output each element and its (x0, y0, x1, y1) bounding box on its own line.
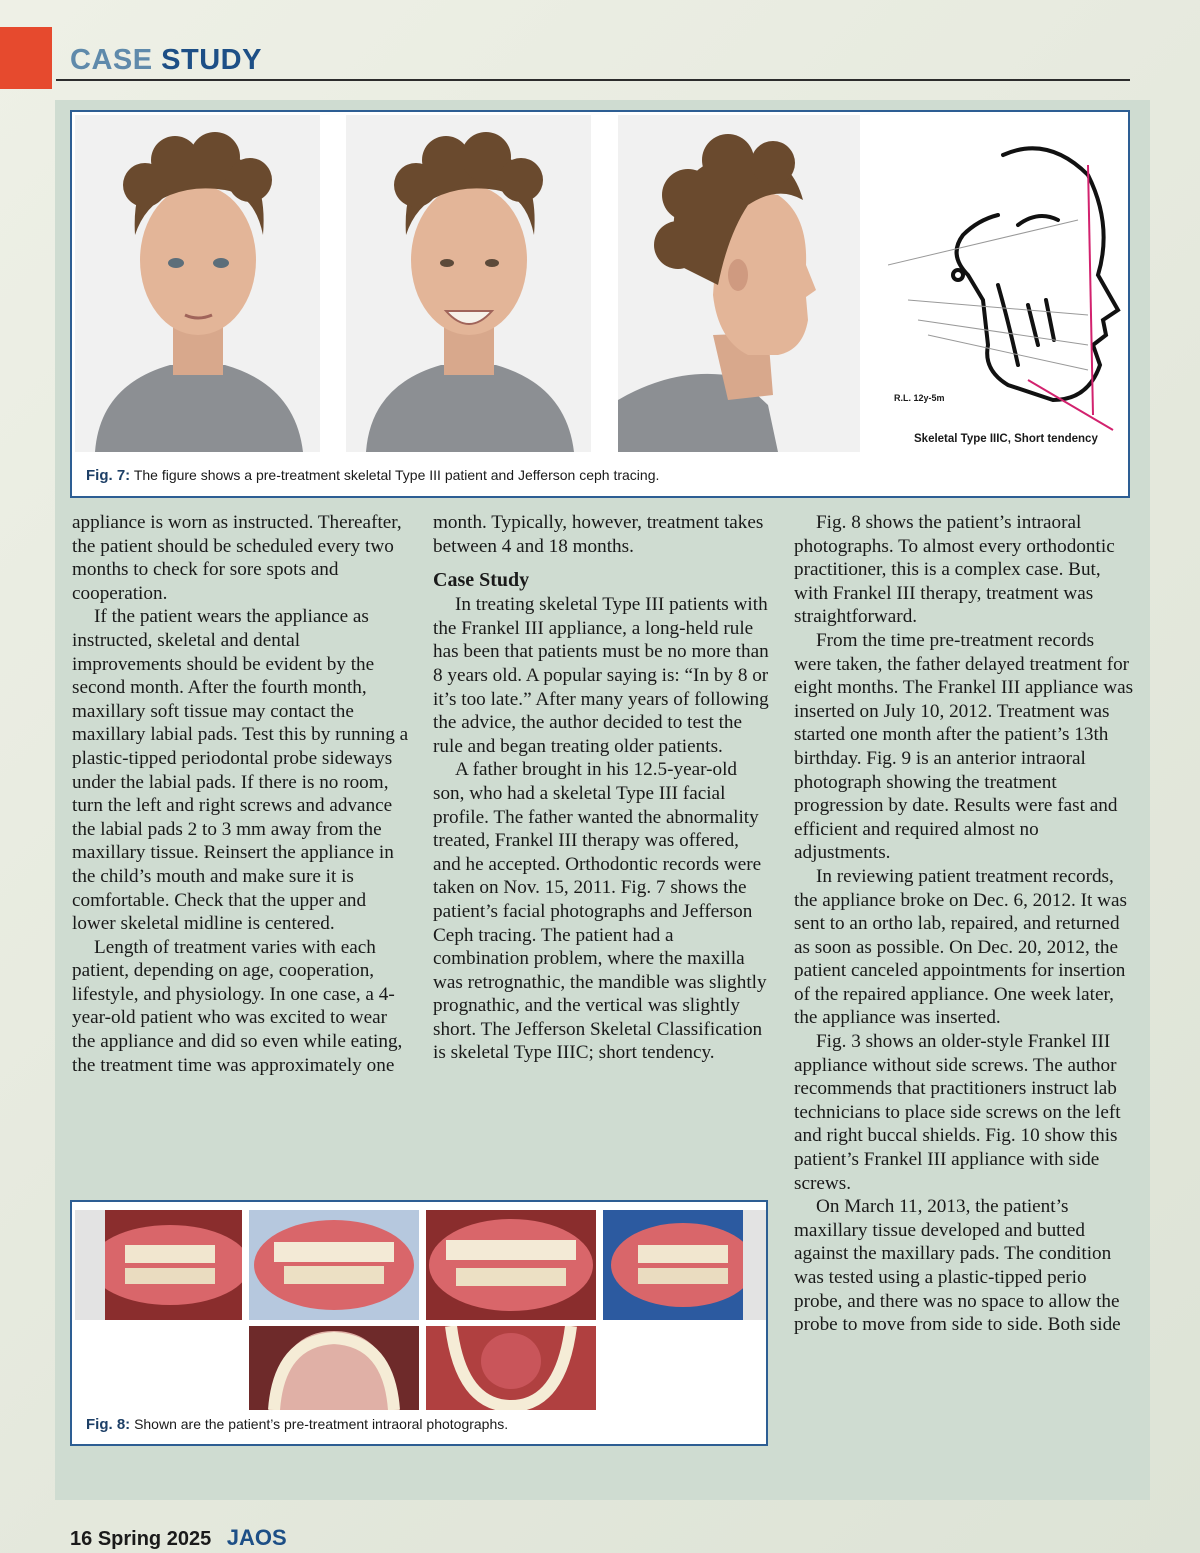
journal-name: JAOS (226, 1525, 287, 1550)
section-heading: Case Study (433, 569, 530, 592)
text-column-1 (72, 511, 410, 1077)
paragraph: On March 11, 2013, the patient’s maxillary tissue developed and butted against the maxillary pads. The condition was tested using a plastic-tipped perio probe, and there was no space to allow the probe to move from side to side. Both side (794, 1196, 1121, 1336)
paragraph: month. Typically, however, treatment takes between 4 and 18 months. (433, 512, 764, 557)
figure-7-caption-text: The figure shows a pre-treatment skeletal Type III patient and Jefferson ceph tracing. (133, 467, 660, 483)
section-title-word-1: CASE (70, 44, 153, 76)
issue-label: Spring 2025 (97, 1528, 212, 1550)
figure-8 (70, 1200, 768, 1446)
tracing-classification-label: Skeletal Type IIIC, Short tendency (914, 433, 1098, 445)
figure-7-caption (86, 467, 659, 484)
text-column-3 (794, 511, 1134, 1337)
figure-8-label: Fig. 8: (86, 1416, 131, 1433)
figure-8-caption (86, 1416, 508, 1433)
intraoral-frontal-open-photo (426, 1210, 596, 1320)
paragraph: From the time pre-treatment records were taken, the father delayed treatment for eight months. The Frankel III appliance was inserted on July 10, 2012. Treatment was started one month after the patient’s 13th birthday. Fig. 9 is an anterior intraoral photograph showing the treatment progression by date. Results were fast and efficient and required almost no adjustments. (794, 629, 1134, 864)
ceph-tracing (888, 115, 1128, 452)
paragraph: In reviewing patient treatment records, the appliance broke on Dec. 6, 2012. It was sent to an ortho lab, repaired, and returned as soon as possible. On Dec. 20, 2012, the patient canceled appointments for insertion of the repaired appliance. One week later, the appliance was inserted. (794, 865, 1128, 1029)
intraoral-maxillary-occlusal-photo (249, 1326, 419, 1410)
paragraph: appliance is worn as instructed. Thereafter, the patient should be scheduled every two months to check for sore spots and cooperation. (72, 512, 402, 604)
paragraph: Fig. 3 shows an older-style Frankel III appliance without side screws. The author recommends that practitioners instruct lab technicians to place side screws on the left and right buccal shields. Fig. 10 show this patient’s Frankel III appliance with side screws. (794, 1031, 1121, 1194)
page-footer (70, 1525, 287, 1551)
figure-7 (70, 110, 1130, 498)
paragraph: Fig. 8 shows the patient’s intraoral photographs. To almost every orthodontic practitioner, this is a complex case. But, with Frankel III therapy, treatment was straightforward. (794, 512, 1115, 628)
section-title (70, 44, 262, 77)
figure-7-label: Fig. 7: (86, 467, 131, 484)
intraoral-left-lateral-photo (603, 1210, 766, 1320)
frontal-face-photo (75, 115, 320, 452)
intraoral-right-lateral-photo (75, 1210, 242, 1320)
header-rule (56, 79, 1130, 81)
profile-face-photo (618, 115, 860, 452)
text-column-2 (433, 511, 771, 1065)
paragraph: If the patient wears the appliance as instructed, skeletal and dental improvements should be evident by the second month. After the fourth month, maxillary soft tissue may contact the maxillary labial pads. Test this by running a plastic-tipped periodontal probe sideways under the labial pads. If there is no room, turn the left and right screws and advance the labial pads 2 to 3 mm away from the maxillary tissue. Reinsert the appliance in the child’s mouth and make sure it is comfortable. Check that the upper and lower skeletal midline is centered. (72, 606, 409, 935)
paragraph: A father brought in his 12.5-year-old son, who had a skeletal Type III facial profile. The father wanted the abnormality treated, Frankel III therapy was offered, and he accepted. Orthodontic records were taken on Nov. 15, 2011. Fig. 7 shows the patient’s facial photographs and Jefferson Ceph tracing. The patient had a combination problem, where the maxilla was retrognathic, the mandible was slightly prognathic, and the vertical was slightly short. The Jefferson Skeletal Classification is skeletal Type IIIC; short tendency. (433, 759, 767, 1064)
intraoral-frontal-photo (249, 1210, 419, 1320)
paragraph: Length of treatment varies with each patient, depending on age, cooperation, lifestyle, and physiology. In one case, a 4-year-old patient who was excited to wear the appliance and did so even while eating, the treatment time was approximately one (72, 936, 403, 1076)
page-number: 16 (70, 1528, 93, 1550)
section-title-word-2: STUDY (161, 44, 262, 76)
section-tab (0, 27, 52, 89)
smiling-face-photo (346, 115, 591, 452)
tracing-patient-label: R.L. 12y-5m (894, 393, 945, 403)
intraoral-mandibular-occlusal-photo (426, 1326, 596, 1410)
figure-8-caption-text: Shown are the patient’s pre-treatment intraoral photographs. (134, 1416, 509, 1432)
paragraph: In treating skeletal Type III patients with the Frankel III appliance, a long-held rule has been that patients must be no more than 8 years old. A popular saying is: “In by 8 or it’s too late.” After many years of following the advice, the author decided to test the rule and began treating older patients. (433, 594, 769, 757)
